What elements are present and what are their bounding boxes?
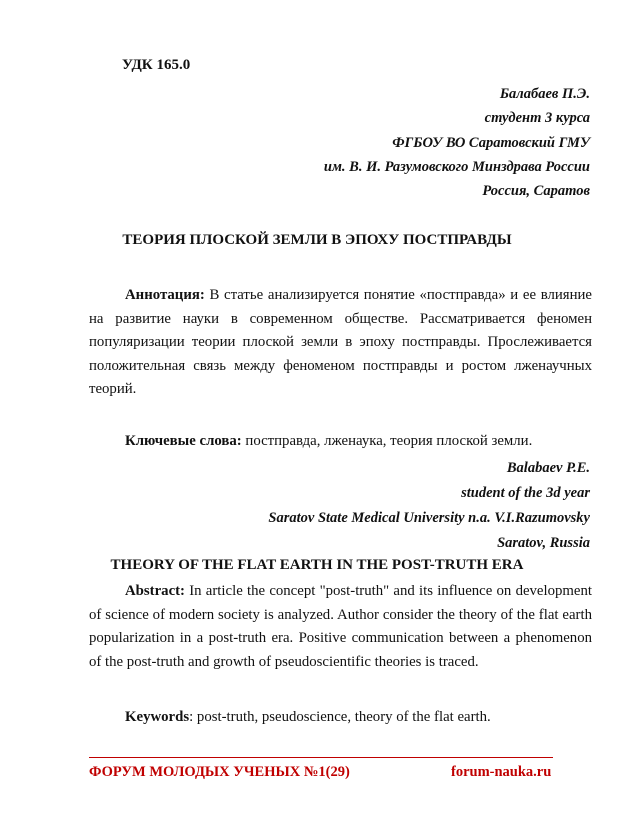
keywords-ru [125,433,532,450]
author-location-en: Saratov, Russia [497,535,590,551]
author-org-en: Saratov State Medical University n.a. V.I.Razumovsky [268,510,590,526]
abstract-en-text: In article the concept "post-truth" and its influence on development of science of modern society is analyzed. Author consider the theory of the flat earth popularization in a post-truth era. Positive communication between a phenomenon of the post-truth and growth of pseudoscientific theories is traced. [89,583,592,670]
abstract-ru-text: В статье анализируется понятие «постправда» и ее влияние на развитие науки в современном обществе. Рассматривается феномен популяризации теории плоской земли в эпоху постправды. Прослеживается положительная связь между феноменом постправды и ростом лженаучных теорий. [89,287,592,398]
udk-code: УДК 165.0 [122,57,191,73]
author-name-en: Balabaev P.E. [506,460,590,476]
author-org-ru: ФГБОУ ВО Саратовский ГМУ [392,135,590,151]
title-ru: ТЕОРИЯ ПЛОСКОЙ ЗЕМЛИ В ЭПОХУ ПОСТПРАВДЫ [122,232,512,248]
abstract-ru [89,284,592,402]
author-status-ru: студент 3 курса [484,110,590,126]
title-en: THEORY OF THE FLAT EARTH IN THE POST-TRUTH ERA [110,557,524,573]
abstract-en-label: Abstract: [125,583,185,599]
keywords-ru-label: Ключевые слова: [125,433,242,449]
author-org2-ru: им. В. И. Разумовского Минздрава России [323,159,590,175]
author-name-ru: Балабаев П.Э. [499,86,590,102]
footer-divider [89,757,553,758]
abstract-ru-label: Аннотация: [125,287,205,303]
abstract-en [89,580,592,674]
keywords-en-text: : post-truth, pseudoscience, theory of the flat earth. [189,709,491,725]
keywords-en-label: Keywords [125,709,190,725]
author-status-en: student of the 3d year [461,485,590,501]
keywords-ru-text: постправда, лженаука, теория плоской земли. [241,433,533,449]
footer-journal: ФОРУМ МОЛОДЫХ УЧЕНЫХ №1(29) [89,764,350,780]
footer-site-link[interactable]: forum-nauka.ru [451,764,552,780]
author-location-ru: Россия, Саратов [482,183,590,199]
keywords-en [125,709,491,726]
